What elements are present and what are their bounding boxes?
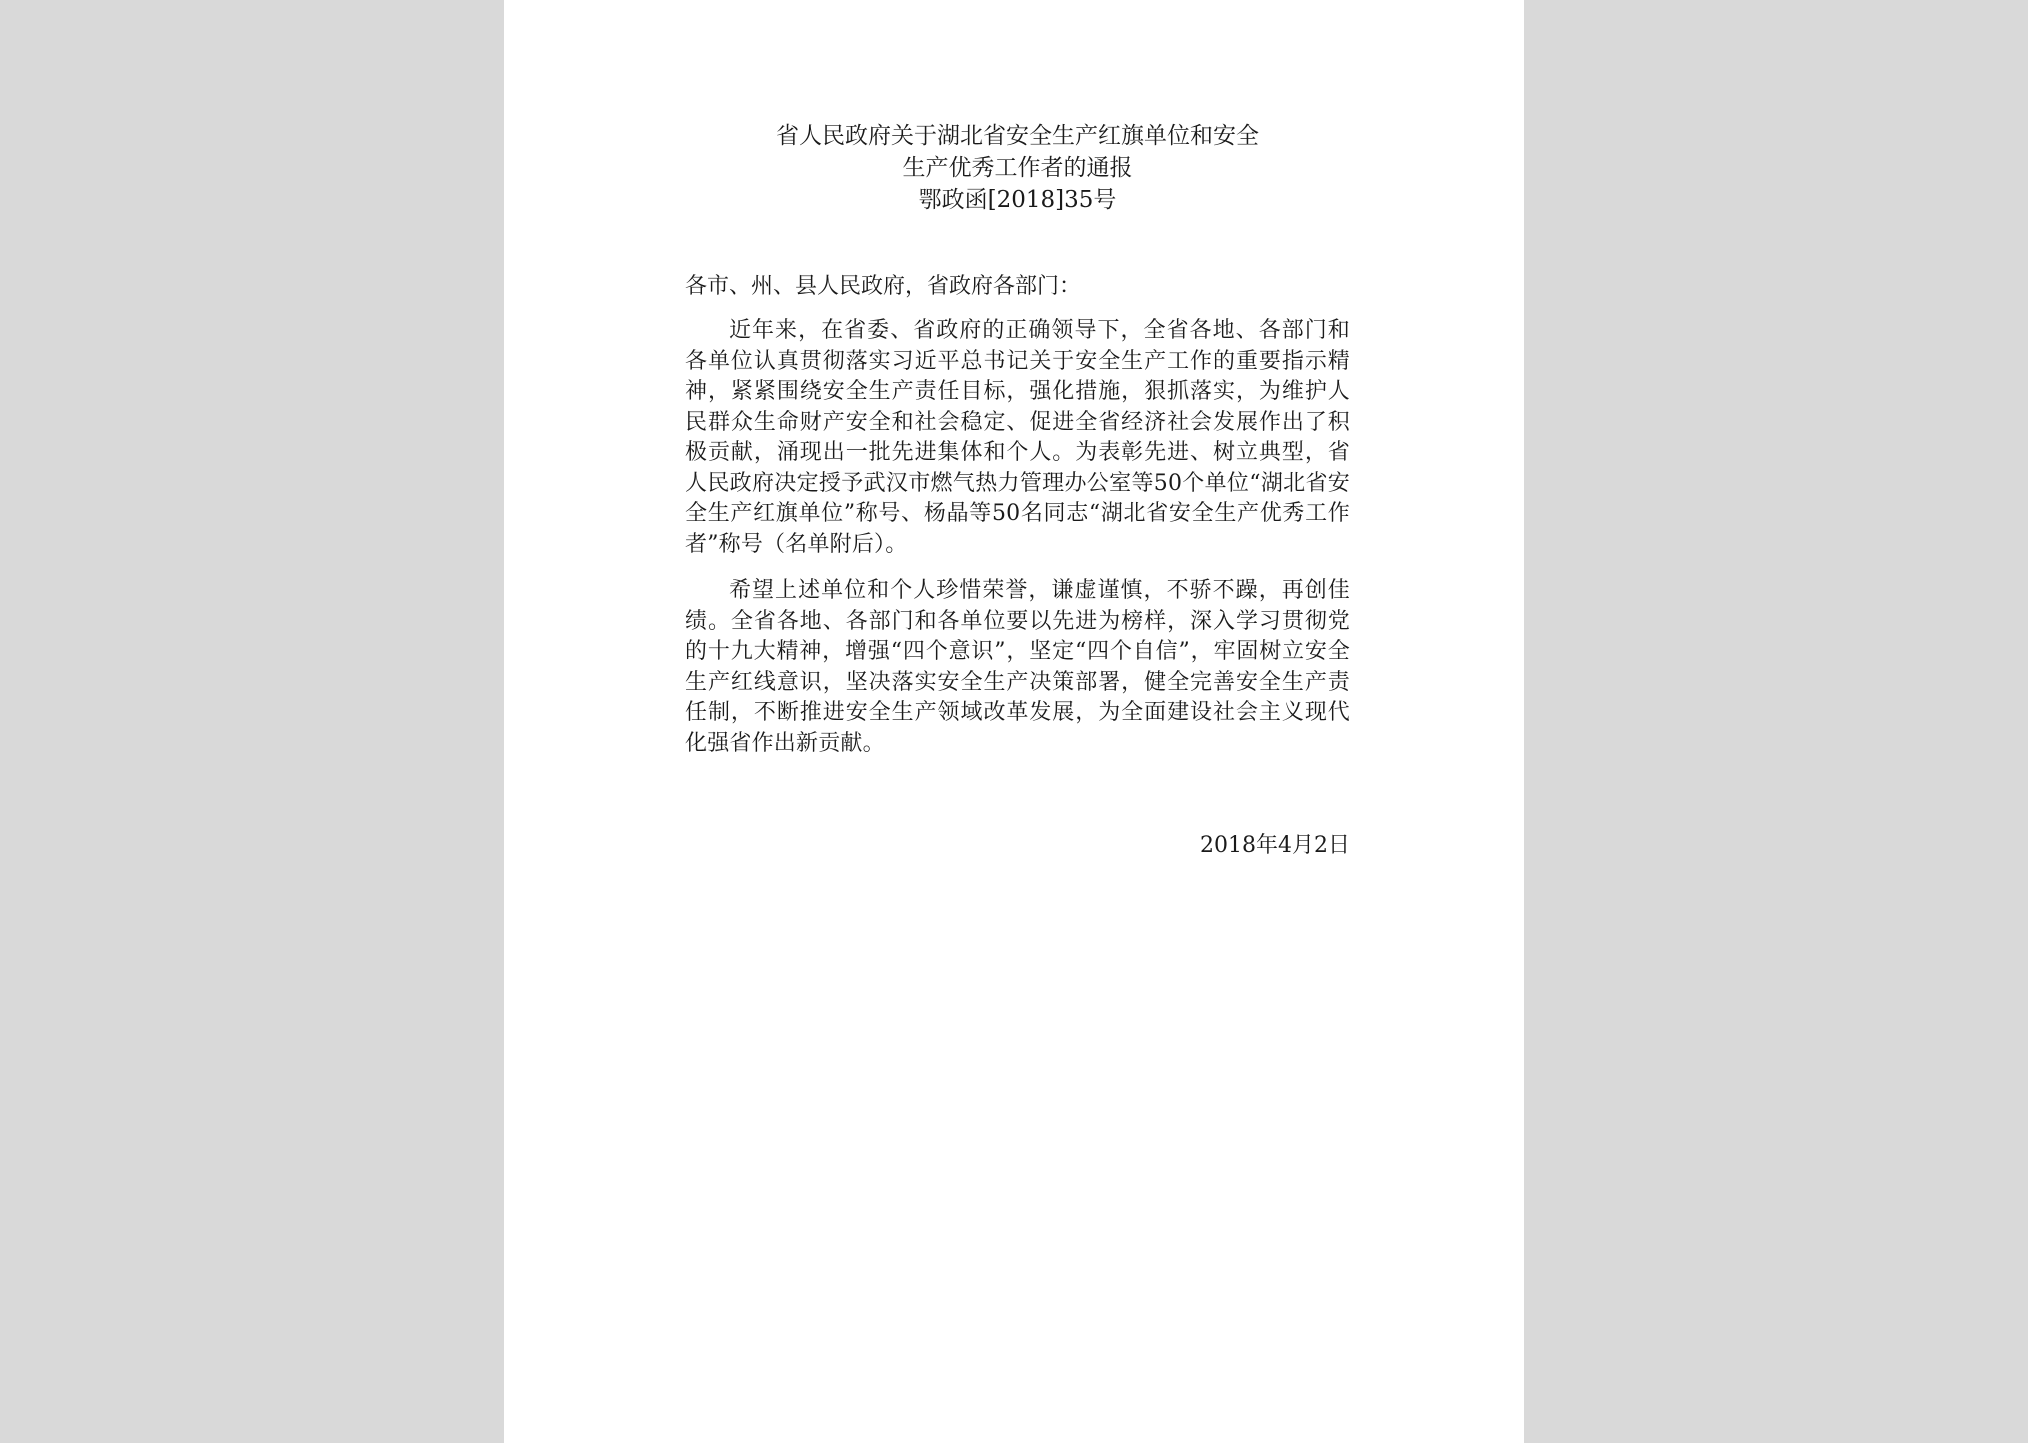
document-title — [685, 120, 1350, 216]
title-line-2: 生产优秀工作者的通报 — [902, 155, 1133, 181]
document-page — [504, 0, 1524, 1443]
title-line-1: 省人民政府关于湖北省安全生产红旗单位和安全 — [776, 123, 1259, 149]
paragraph-2: 希望上述单位和个人珍惜荣誉，谦虚谨慎，不骄不躁，再创佳绩。全省各地、各部门和各单位要以先进为榜样，深入学习贯彻党的十九大精神，增强“四个意识”，坚定“四个自信”，牢固树立安全生产红线意识，坚决落实安全生产决策部署，健全完善安全生产责任制，不断推进安全生产领域改革发展，为全面建设社会主义现代化强省作出新贡献。 — [685, 578, 1350, 756]
document-number: 鄂政函[2018]35号 — [918, 187, 1117, 213]
document-body — [685, 120, 1350, 861]
document-date: 2018年4月2日 — [1200, 833, 1350, 858]
paragraph-1: 近年来，在省委、省政府的正确领导下，全省各地、各部门和各单位认真贯彻落实习近平总书记关于安全生产工作的重要指示精神，紧紧围绕安全生产责任目标，强化措施，狠抓落实，为维护人民群众生命财产安全和社会稳定、促进全省经济社会发展作出了积极贡献，涌现出一批先进集体和个人。为表彰先进、树立典型，省人民政府决定授予武汉市燃气热力管理办公室等50个单位“湖北省安全生产红旗单位”称号、杨晶等50名同志“湖北省安全生产优秀工作者”称号（名单附后）。 — [685, 318, 1350, 557]
salutation: 各市、州、县人民政府，省政府各部门： — [685, 274, 1082, 299]
